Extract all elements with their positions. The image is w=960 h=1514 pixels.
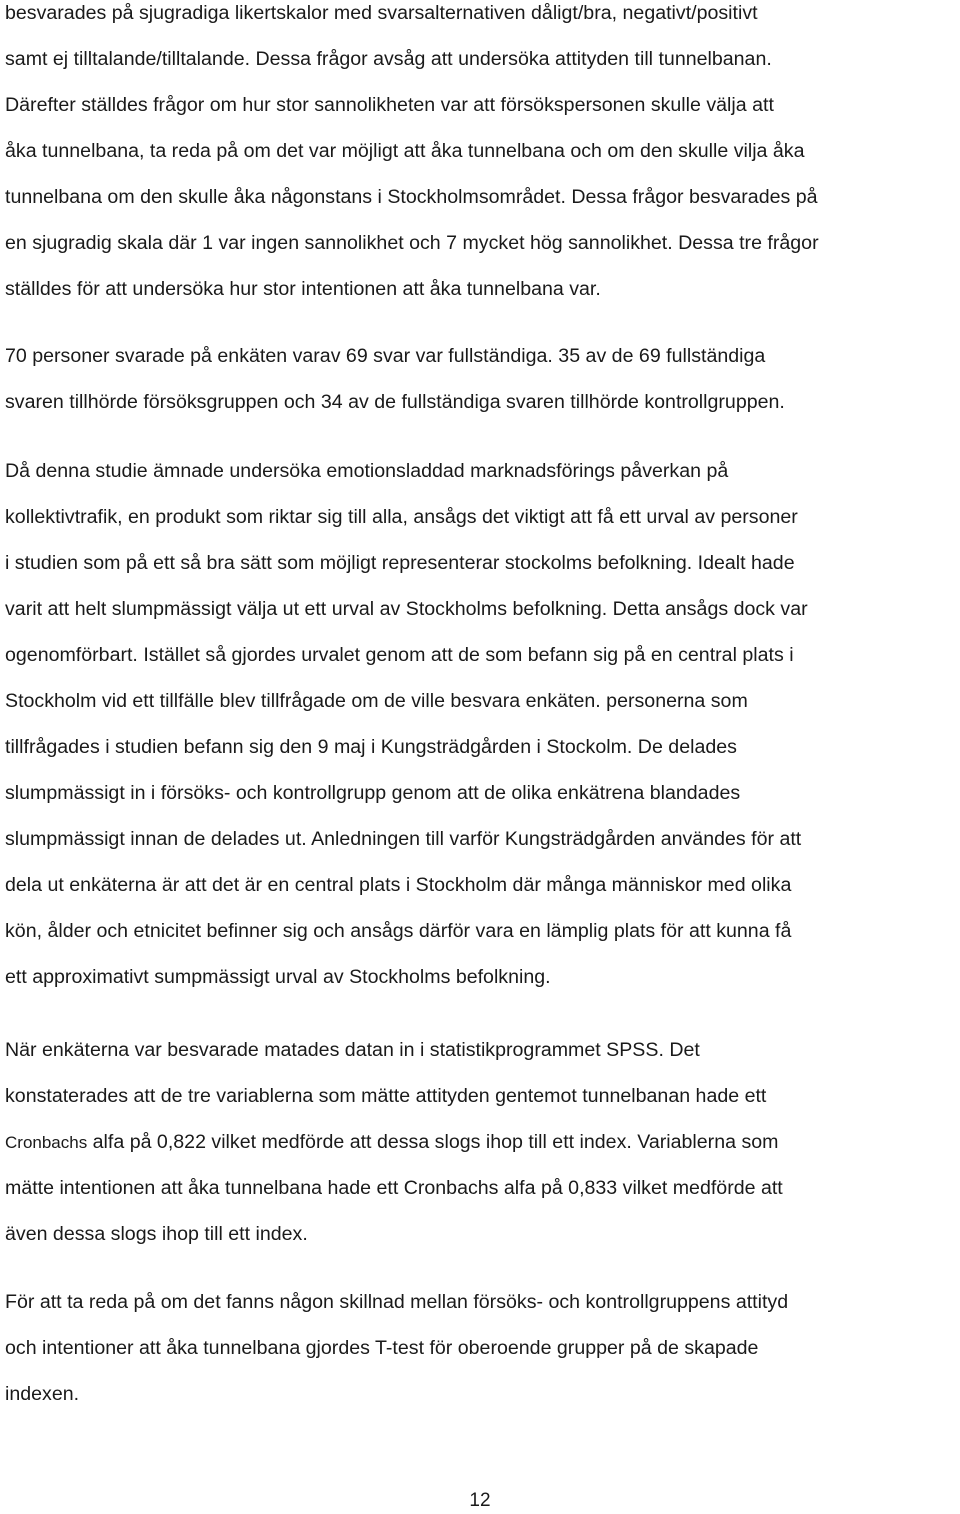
text-line: svaren tillhörde försöksgruppen och 34 av de fullständiga svaren tillhörde kontrollgruppen. [5,391,785,413]
text-line: Då denna studie ämnade undersöka emotionsladdad marknadsförings påverkan på [5,460,729,482]
text-line: även dessa slogs ihop till ett index. [5,1223,308,1245]
text-line: kollektivtrafik, en produkt som riktar sig till alla, ansågs det viktigt att få ett urval av personer [5,506,798,528]
text-line: ogenomförbart. Istället så gjordes urvalet genom att de som befann sig på en central plats i [5,644,794,666]
cronbachs-word: Cronbachs [5,1133,88,1152]
text-line: mätte intentionen att åka tunnelbana hade ett Cronbachs alfa på 0,833 vilket medförde att [5,1177,783,1199]
text-line: 70 personer svarade på enkäten varav 69 svar var fullständiga. 35 av de 69 fullständiga [5,345,766,367]
text-line: Därefter ställdes frågor om hur stor sannolikheten var att försökspersonen skulle välja att [5,94,774,116]
text-line: samt ej tilltalande/tilltalande. Dessa frågor avsåg att undersöka attityden till tunnelbanan. [5,48,772,70]
text-line: ett approximativt sumpmässigt urval av Stockholms befolkning. [5,966,551,988]
paragraph-1 [5,0,819,312]
text-line: Stockholm vid ett tillfälle blev tillfrågade om de ville besvara enkäten. personerna som [5,690,748,712]
text-line: i studien som på ett så bra sätt som möjligt representerar stockolms befolkning. Idealt hade [5,552,795,574]
paragraph-4 [5,1027,783,1257]
text-line: När enkäterna var besvarade matades datan in i statistikprogrammet SPSS. Det [5,1039,700,1061]
text-line: åka tunnelbana, ta reda på om det var möjligt att åka tunnelbana och om den skulle vilja åka [5,140,805,162]
text-line: För att ta reda på om det fanns någon skillnad mellan försöks- och kontrollgruppens attityd [5,1291,789,1313]
text-line: besvarades på sjugradiga likertskalor med svarsalternativen dåligt/bra, negativt/positivt [5,2,758,24]
text-line: dela ut enkäterna är att det är en central plats i Stockholm där många människor med olika [5,874,792,896]
text-line: tunnelbana om den skulle åka någonstans i Stockholmsområdet. Dessa frågor besvarades på [5,186,818,208]
text-line: Cronbachs alfa på 0,822 vilket medförde att dessa slogs ihop till ett index. Variablerna som [5,1131,779,1153]
text-line: en sjugradig skala där 1 var ingen sannolikhet och 7 mycket hög sannolikhet. Dessa tre frågor [5,232,819,254]
text-line: konstaterades att de tre variablerna som mätte attityden gentemot tunnelbanan hade ett [5,1085,767,1107]
text-line: indexen. [5,1383,80,1405]
paragraph-2 [5,333,785,425]
text-line: varit att helt slumpmässigt välja ut ett urval av Stockholms befolkning. Detta ansågs dock var [5,598,808,620]
text-line: och intentioner att åka tunnelbana gjordes T-test för oberoende grupper på de skapade [5,1337,759,1359]
page-number: 12 [469,1490,491,1511]
text-line: kön, ålder och etnicitet befinner sig och ansågs därför vara en lämplig plats för att kunna få [5,920,792,942]
text-line: slumpmässigt innan de delades ut. Anledningen till varför Kungsträdgården användes för att [5,828,802,850]
paragraph-3 [5,448,808,1000]
paragraph-5 [5,1279,788,1417]
text-line: tillfrågades i studien befann sig den 9 maj i Kungsträdgården i Stockolm. De delades [5,736,737,758]
text-line: ställdes för att undersöka hur stor intentionen att åka tunnelbana var. [5,278,601,300]
text-line: slumpmässigt in i försöks- och kontrollgrupp genom att de olika enkätrena blandades [5,782,741,804]
